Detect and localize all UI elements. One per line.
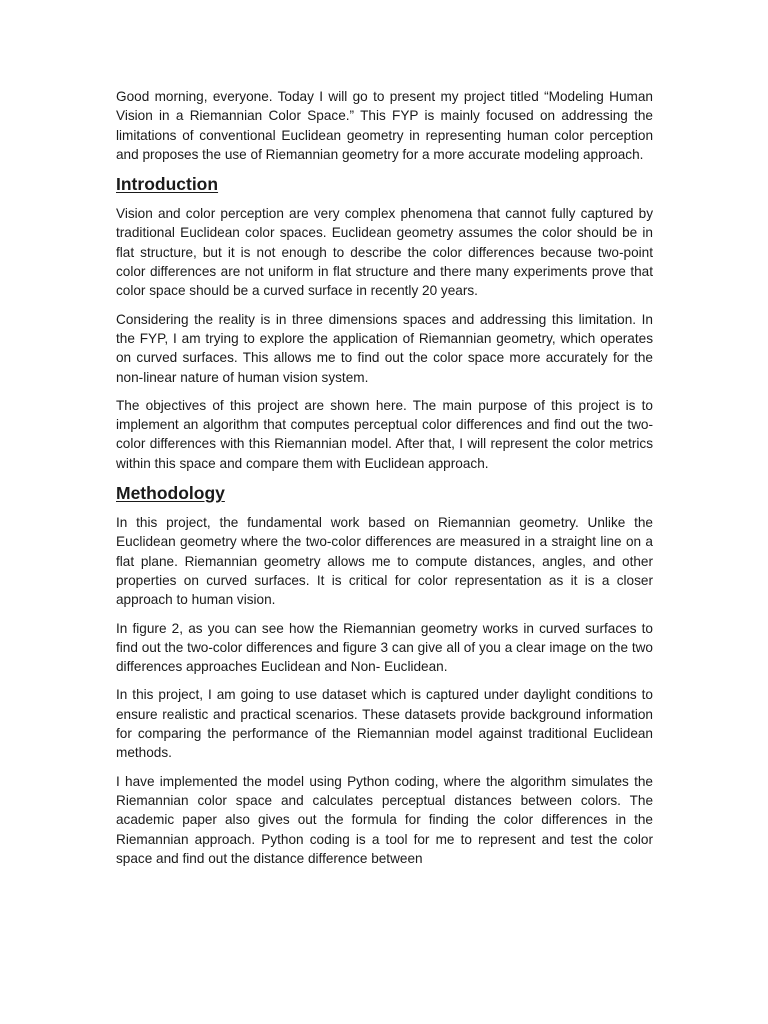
methodology-heading: Methodology [116, 483, 225, 504]
methodology-paragraph-3: In this project, I am going to use dataset which is captured under daylight conditions to ensure realistic and practical scenarios. These datasets provide background information for comparing the performance of the Riemannian model against traditional Euclidean methods. [116, 687, 653, 761]
document-page [116, 87, 653, 877]
methodology-paragraph-2: In figure 2, as you can see how the Riemannian geometry works in curved surfaces to find out the two-color differences and figure 3 can give all of you a clear image on the two differences approaches Euclidean and Non- Euclidean. [116, 620, 653, 675]
introduction-paragraph-1: Vision and color perception are very complex phenomena that cannot fully captured by traditional Euclidean color spaces. Euclidean geometry assumes the color should be in flat structure, but it is not enough to describe the color differences because two-point color differences are not uniform in flat structure and there many experiments prove that color space should be a curved surface in recently 20 years. [116, 206, 653, 299]
introduction-heading: Introduction [116, 174, 219, 195]
introduction-paragraph-2: Considering the reality is in three dimensions spaces and addressing this limitation. In the FYP, I am trying to explore the application of Riemannian geometry, which operates on curved surfaces. This allows me to find out the color space more accurately for the non-linear nature of human vision system. [116, 311, 653, 385]
methodology-paragraph-4: I have implemented the model using Python coding, where the algorithm simulates the Riemannian color space and calculates perceptual distances between colors. The academic paper also gives out the formula for finding the color differences in the Riemannian approach. Python coding is a tool for me to represent and test the color space and find out the distance difference between [116, 773, 653, 866]
intro-paragraph: Good morning, everyone. Today I will go to present my project titled “Modeling Human Vision in a Riemannian Color Space.” This FYP is mainly focused on addressing the limitations of conventional Euclidean geometry in representing human color perception and proposes the use of Riemannian geometry for a more accurate modeling approach. [116, 89, 653, 162]
methodology-paragraph-1: In this project, the fundamental work based on Riemannian geometry. Unlike the Euclidean geometry where the two-color differences are measured in a straight line on a flat plane. Riemannian geometry allows me to compute distances, angles, and other properties on curved surfaces. It is critical for color representation as it is a closer approach to human vision. [116, 515, 653, 608]
introduction-paragraph-3: The objectives of this project are shown here. The main purpose of this project is to implement an algorithm that computes perceptual color differences and find out the two-color differences with this Riemannian model. After that, I will represent the color metrics within this space and compare them with Euclidean approach. [116, 397, 653, 471]
